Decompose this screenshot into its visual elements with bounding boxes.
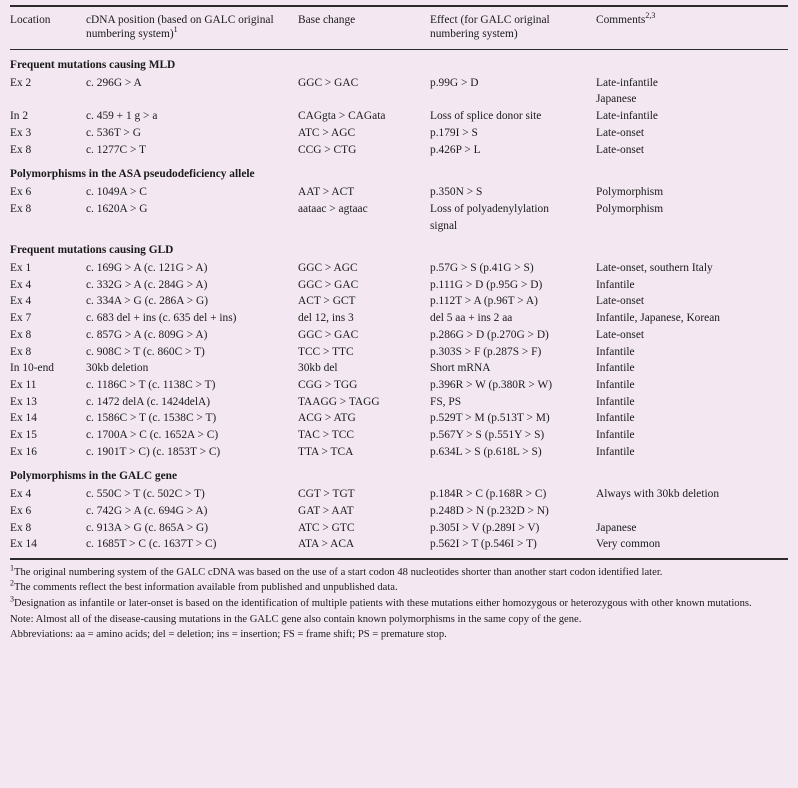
cell-location: Ex 4 xyxy=(10,278,32,291)
table-row xyxy=(10,142,788,159)
header-row xyxy=(10,7,788,49)
cell-effect: p.179I > S xyxy=(430,126,478,139)
header-effect: Effect (for GALC original numbering system) xyxy=(430,14,550,41)
cell-cdna-position: c. 550C > T (c. 502C > T) xyxy=(86,488,205,501)
cell-cdna-position: c. 1472 delA (c. 1424delA) xyxy=(86,395,211,408)
cell-base-change: GGC > GAC xyxy=(298,278,359,291)
cell-effect: p.303S > F (p.287S > F) xyxy=(430,345,542,358)
cell-cdna-position: c. 459 + 1 g > a xyxy=(86,110,158,123)
table-row xyxy=(10,75,788,92)
cell-effect: p.99G > D xyxy=(430,76,479,89)
footnote-text: The comments reflect the best information available from published and unpublished data. xyxy=(14,582,398,594)
cell-base-change: CCG > CTG xyxy=(298,143,357,156)
cell-cdna-position: c. 1620A > G xyxy=(86,202,148,215)
cell-base-change: TCC > TTC xyxy=(298,345,354,358)
table-row xyxy=(10,277,788,294)
cell-comment xyxy=(596,504,788,521)
cell-comment: Infantile xyxy=(596,445,635,458)
table-row xyxy=(10,201,788,218)
cell-cdna-position: c. 683 del + ins (c. 635 del + ins) xyxy=(86,312,237,325)
table-row xyxy=(10,185,788,202)
cell-comment: Infantile xyxy=(596,362,635,375)
cell-comment xyxy=(596,218,788,235)
table-row xyxy=(10,361,788,378)
cell-location: Ex 4 xyxy=(10,488,32,501)
footnote xyxy=(10,613,788,627)
cell-effect: p.396R > W (p.380R > W) xyxy=(430,378,553,391)
cell-cdna-position: c. 908C > T (c. 860C > T) xyxy=(86,345,205,358)
table-page xyxy=(0,5,798,788)
cell-effect: Loss of polyadenylylation xyxy=(430,202,549,215)
cell-location: Ex 8 xyxy=(10,202,32,215)
cell-effect: p.111G > D (p.95G > D) xyxy=(430,278,543,291)
footnote-text: Note: Almost all of the disease-causing mutations in the GALC gene also contain known polymorphisms in the same copy of the gene. xyxy=(10,613,582,625)
cell-comment: Late-onset xyxy=(596,328,645,341)
cell-base-change: ACT > GCT xyxy=(298,295,356,308)
cell-effect: p.286G > D (p.270G > D) xyxy=(430,328,549,341)
table-row xyxy=(10,487,788,504)
cell-location: Ex 4 xyxy=(10,295,32,308)
cell-location: In 10-end xyxy=(10,362,54,375)
section-title: Polymorphisms in the GALC gene xyxy=(10,469,178,482)
cell-comment: Polymorphism xyxy=(596,202,664,215)
cell-base-change: AAT > ACT xyxy=(298,186,355,199)
cell-location: Ex 6 xyxy=(10,504,32,517)
cell-location: Ex 8 xyxy=(10,328,32,341)
cell-cdna-position: c. 169G > A (c. 121G > A) xyxy=(86,262,208,275)
cell-comment: Infantile xyxy=(596,412,635,425)
footnote-text: The original numbering system of the GALC cDNA was based on the use of a start codon 48 nucleotides shorter than another start codon identified later. xyxy=(14,566,663,578)
cell-comment: Polymorphism xyxy=(596,186,664,199)
table-row xyxy=(10,428,788,445)
footnote xyxy=(10,594,788,611)
cell-location: Ex 7 xyxy=(10,312,32,325)
cell-effect: p.426P > L xyxy=(430,143,481,156)
cell-cdna-position: c. 334A > G (c. 286A > G) xyxy=(86,295,208,308)
header-base-change: Base change xyxy=(298,14,356,26)
header-superscript-1: 1 xyxy=(173,25,178,35)
cell-comment: Infantile xyxy=(596,278,635,291)
table-row xyxy=(10,394,788,411)
table-row xyxy=(10,218,788,235)
cell-comment: Infantile xyxy=(596,395,635,408)
cell-effect: p.57G > S (p.41G > S) xyxy=(430,262,534,275)
cell-base-change: aataac > agtaac xyxy=(298,202,368,215)
cell-base-change: ATA > ACA xyxy=(298,538,355,551)
cell-cdna-position: c. 1186C > T (c. 1138C > T) xyxy=(86,378,216,391)
cell-cdna-position: c. 536T > G xyxy=(86,126,141,139)
cell-cdna-position: c. 1700A > C (c. 1652A > C) xyxy=(86,428,219,441)
footnote-text: Designation as infantile or later-onset is based on the identification of multiple patients with these mutations either homozygous or heterozygous with other known mutations. xyxy=(14,598,752,609)
cell-base-change: GGC > GAC xyxy=(298,328,359,341)
cell-cdna-position: c. 1049A > C xyxy=(86,186,147,199)
footnote-text: Abbreviations: aa = amino acids; del = deletion; ins = insertion; FS = frame shift; PS = premature stop. xyxy=(10,629,447,641)
header-cdna-position: cDNA position (based on GALC original numbering system)$^1$ xyxy=(86,14,274,41)
table-row xyxy=(10,504,788,521)
cell-effect: Short mRNA xyxy=(430,362,491,375)
cell-comment: Late-onset xyxy=(596,143,645,156)
cell-location: Ex 8 xyxy=(10,521,32,534)
cell-base-change: GGC > AGC xyxy=(298,262,358,275)
cell-comment: Late-onset, southern Italy xyxy=(596,262,713,275)
table-row xyxy=(10,520,788,537)
cell-location: Ex 2 xyxy=(10,76,32,89)
footnote-marker: 3 xyxy=(10,594,14,604)
cell-effect: p.634L > S (p.618L > S) xyxy=(430,445,542,458)
cell-location: Ex 16 xyxy=(10,445,37,458)
cell-effect: p.248D > N (p.232D > N) xyxy=(430,504,549,517)
header-superscript-2: 2,3 xyxy=(645,11,656,21)
cell-location: Ex 11 xyxy=(10,378,37,391)
cell-cdna-position: c. 1277C > T xyxy=(86,143,147,156)
table-row xyxy=(10,261,788,278)
footnote-marker: 1 xyxy=(10,563,14,573)
table-row xyxy=(10,294,788,311)
table-row xyxy=(10,327,788,344)
cell-location: Ex 3 xyxy=(10,126,32,139)
section-title: Frequent mutations causing GLD xyxy=(10,243,174,256)
cell-base-change: ACG > ATG xyxy=(298,412,356,425)
cell-base-change: ATC > AGC xyxy=(298,126,356,139)
cell-comment: Late-infantile xyxy=(596,110,658,123)
cell-base-change: TAC > TCC xyxy=(298,428,354,441)
cell-cdna-position: c. 1685T > C (c. 1637T > C) xyxy=(86,538,217,551)
cell-cdna-position: c. 1901T > C) (c. 1853T > C) xyxy=(86,445,221,458)
cell-base-change: CAGgta > CAGata xyxy=(298,110,386,123)
cell-comment: Infantile xyxy=(596,345,635,358)
cell-location: Ex 14 xyxy=(10,412,37,425)
table-section-header xyxy=(10,50,788,76)
table-row xyxy=(10,311,788,328)
footnote-marker: 2 xyxy=(10,578,14,588)
cell-comment: Very common xyxy=(596,538,661,551)
mutations-table-body xyxy=(10,50,788,554)
cell-base-change xyxy=(298,92,430,109)
cell-base-change: GGC > GAC xyxy=(298,76,359,89)
cell-cdna-position xyxy=(86,92,298,109)
cell-location: Ex 6 xyxy=(10,186,32,199)
mutations-table xyxy=(10,7,788,49)
table-header xyxy=(10,7,788,49)
cell-cdna-position: c. 913A > G (c. 865A > G) xyxy=(86,521,208,534)
cell-comment: Japanese xyxy=(596,93,637,106)
cell-location: Ex 8 xyxy=(10,143,32,156)
cell-base-change: TTA > TCA xyxy=(298,445,354,458)
cell-comment: Japanese xyxy=(596,521,637,534)
cell-comment: Late-onset xyxy=(596,295,645,308)
cell-comment: Infantile, Japanese, Korean xyxy=(596,312,720,325)
cell-base-change: CGG > TGG xyxy=(298,378,358,391)
table-row xyxy=(10,344,788,361)
cell-base-change: 30kb del xyxy=(298,362,338,375)
cell-effect: signal xyxy=(430,219,458,232)
cell-base-change: GAT > AAT xyxy=(298,504,354,517)
cell-effect: p.529T > M (p.513T > M) xyxy=(430,412,550,425)
section-title: Polymorphisms in the ASA pseudodeficiency allele xyxy=(10,167,255,180)
footnote xyxy=(10,628,788,642)
cell-base-change: del 12, ins 3 xyxy=(298,312,354,325)
cell-location xyxy=(10,218,86,235)
table-body xyxy=(10,50,788,554)
cell-base-change xyxy=(298,218,430,235)
cell-effect: p.305I > V (p.289I > V) xyxy=(430,521,540,534)
cell-effect xyxy=(430,92,596,109)
cell-base-change: TAAGG > TAGG xyxy=(298,395,380,408)
table-row xyxy=(10,378,788,395)
cell-comment: Infantile xyxy=(596,428,635,441)
table-section-header xyxy=(10,159,788,185)
table-row xyxy=(10,92,788,109)
cell-comment: Infantile xyxy=(596,378,635,391)
cell-cdna-position: c. 857G > A (c. 809G > A) xyxy=(86,328,208,341)
cell-effect: del 5 aa + ins 2 aa xyxy=(430,312,513,325)
cell-cdna-position xyxy=(86,218,298,235)
footnote xyxy=(10,563,788,580)
table-row xyxy=(10,537,788,554)
table-row xyxy=(10,125,788,142)
cell-effect: Loss of splice donor site xyxy=(430,110,542,123)
header-location: Location xyxy=(10,14,51,26)
cell-comment: Late-infantile xyxy=(596,76,658,89)
cell-cdna-position: c. 1586C > T (c. 1538C > T) xyxy=(86,412,217,425)
cell-effect: p.112T > A (p.96T > A) xyxy=(430,295,538,308)
cell-effect: p.562I > T (p.546I > T) xyxy=(430,538,537,551)
table-row xyxy=(10,109,788,126)
table-row xyxy=(10,444,788,461)
cell-cdna-position: 30kb deletion xyxy=(86,362,149,375)
table-row xyxy=(10,411,788,428)
header-comments: Comments$^{2,3}$ xyxy=(596,11,656,26)
table-section-header xyxy=(10,235,788,261)
cell-location: Ex 13 xyxy=(10,395,37,408)
footnotes xyxy=(10,560,788,643)
cell-location: Ex 14 xyxy=(10,538,37,551)
cell-location: Ex 8 xyxy=(10,345,32,358)
cell-location: In 2 xyxy=(10,110,29,123)
footnote xyxy=(10,578,788,595)
cell-effect: FS, PS xyxy=(430,395,462,408)
cell-effect: p.184R > C (p.168R > C) xyxy=(430,488,547,501)
cell-cdna-position: c. 296G > A xyxy=(86,76,142,89)
cell-base-change: CGT > TGT xyxy=(298,488,355,501)
cell-effect: p.350N > S xyxy=(430,186,483,199)
cell-location xyxy=(10,92,86,109)
cell-location: Ex 15 xyxy=(10,428,37,441)
cell-cdna-position: c. 742G > A (c. 694G > A) xyxy=(86,504,208,517)
cell-cdna-position: c. 332G > A (c. 284G > A) xyxy=(86,278,208,291)
cell-effect: p.567Y > S (p.551Y > S) xyxy=(430,428,545,441)
section-title: Frequent mutations causing MLD xyxy=(10,58,176,71)
cell-base-change: ATC > GTC xyxy=(298,521,355,534)
cell-comment: Late-onset xyxy=(596,126,645,139)
table-section-header xyxy=(10,461,788,487)
cell-location: Ex 1 xyxy=(10,262,32,275)
cell-comment: Always with 30kb deletion xyxy=(596,488,720,501)
